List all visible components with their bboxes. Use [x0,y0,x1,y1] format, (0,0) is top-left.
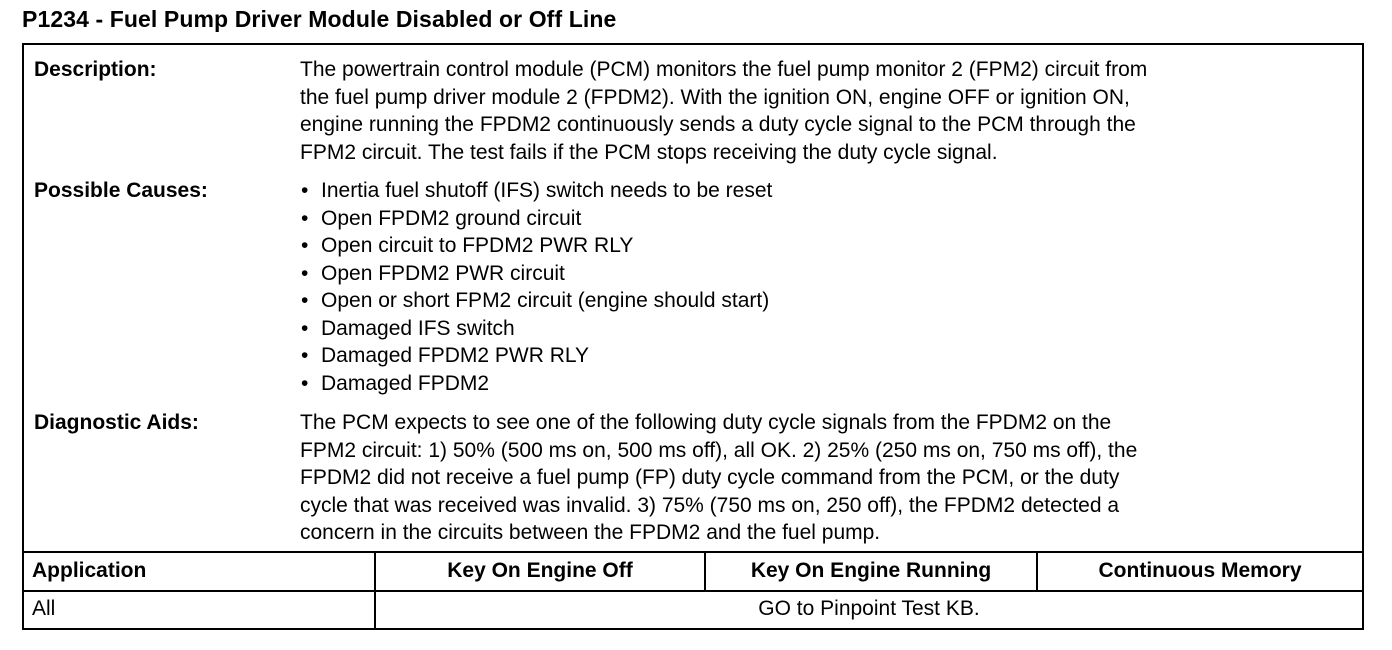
diagnostic-aids-text [300,409,1354,547]
description-label: Description: [34,58,157,81]
table-column-divider [704,553,706,590]
possible-causes-list [300,177,1354,397]
list-item: • Open circuit to FPDM2 PWR RLY [300,232,1354,260]
diagnostic-aids-label: Diagnostic Aids: [34,411,199,434]
diagnostic-aids-line: concern in the circuits between the FPDM2 and the fuel pump. [300,521,881,544]
description-line: The powertrain control module (PCM) monitors the fuel pump monitor 2 (FPM2) circuit from [300,58,1148,81]
description-line: engine running the FPDM2 continuously sends a duty cycle signal to the PCM through the [300,113,1136,136]
description-line: the fuel pump driver module 2 (FPDM2). With the ignition ON, engine OFF or ignition ON, [300,85,1130,109]
possible-causes-label: Possible Causes: [34,179,208,202]
table-cell-action: GO to Pinpoint Test KB. [758,597,980,620]
list-item: • Inertia fuel shutoff (IFS) switch needs to be reset [300,177,1354,205]
diagnostic-aids-line: The PCM expects to see one of the following duty cycle signals from the FPDM2 on the [300,411,1112,434]
application-table [24,551,1362,628]
table-column-divider [1036,553,1038,590]
table-header-key-on-engine-running: Key On Engine Running [750,559,992,582]
description-line: FPM2 circuit. The test fails if the PCM stops receiving the duty cycle signal. [300,140,998,164]
diagnostic-aids-line: FPDM2 did not receive a fuel pump (FP) duty cycle command from the PCM, or the duty [300,466,1120,489]
list-item: • Damaged IFS switch [300,315,1354,343]
table-cell-application: All [32,597,56,620]
diagnostic-aids-line: FPM2 circuit: 1) 50% (500 ms on, 500 ms off), all OK. 2) 25% (250 ms on, 750 ms off), the [300,438,1138,462]
page-title: P1234 - Fuel Pump Driver Module Disabled or Off Line [22,6,617,32]
description-text [300,56,1354,166]
list-item: • Open FPDM2 PWR circuit [300,260,1354,288]
list-item: • Damaged FPDM2 PWR RLY [300,342,1354,370]
possible-causes-list-wrap [300,177,1354,397]
list-item: • Open or short FPM2 circuit (engine should start) [300,287,1354,315]
list-item: • Open FPDM2 ground circuit [300,205,1354,233]
table-header-continuous-memory: Continuous Memory [1098,559,1302,582]
list-item: • Damaged FPDM2 [300,370,1354,398]
description-section [24,56,1362,176]
diagnostic-aids-line: cycle that was received was invalid. 3) 75% (750 ms on, 250 off), the FPDM2 detected a [300,493,1120,517]
table-header-key-on-engine-off: Key On Engine Off [447,559,633,582]
dtc-info-box [22,43,1364,630]
diagnostic-aids-section [24,409,1362,549]
table-header-application: Application [32,559,147,582]
possible-causes-section [24,177,1362,405]
